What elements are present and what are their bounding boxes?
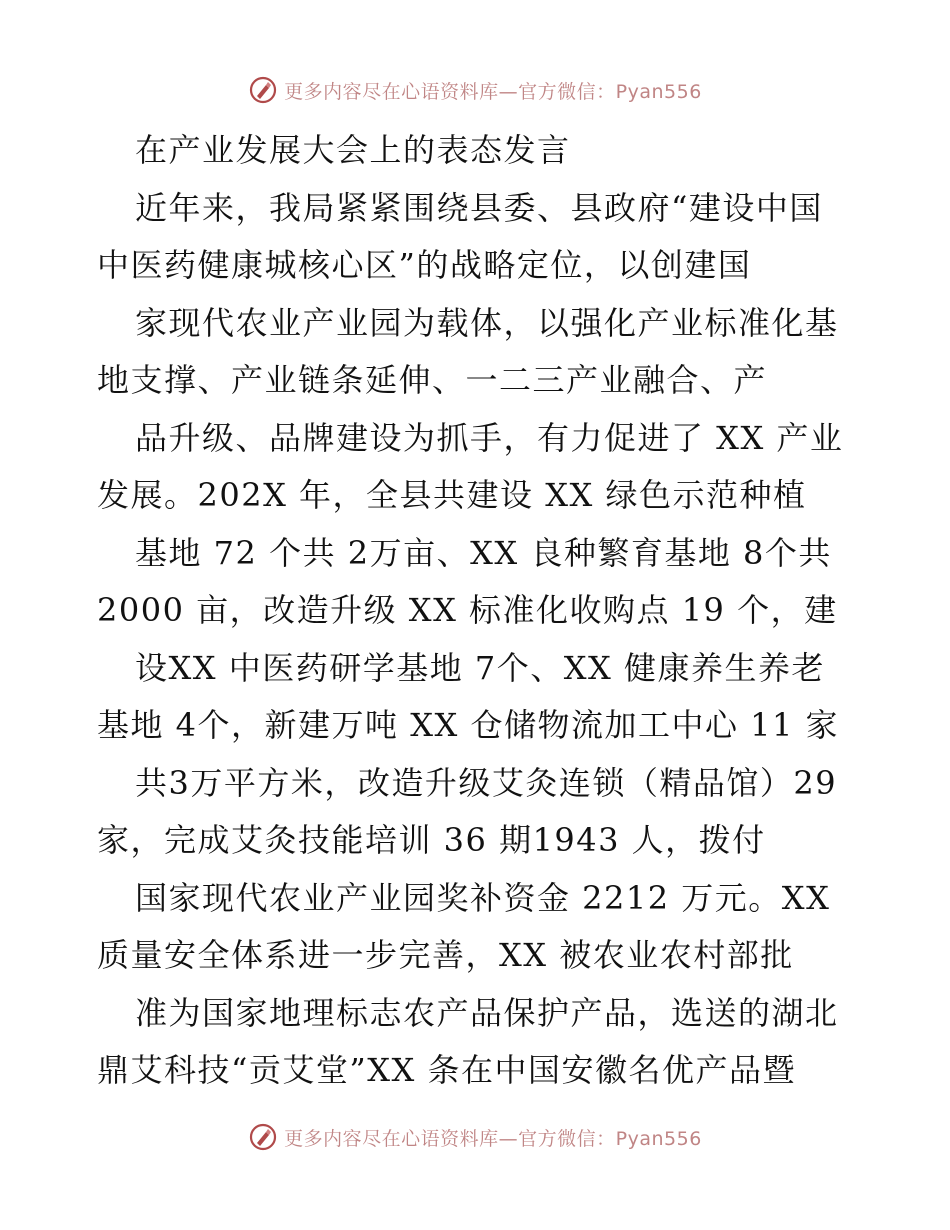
watermark-text: 更多内容尽在心语资料库—官方微信：Pyan556 [284,80,702,103]
document-body [0,122,950,1100]
footer-watermark [0,1122,950,1152]
text-line: 基地 4个，新建万吨 XX 仓储物流加工中心 11 家 [97,706,840,744]
pen-logo-icon [248,1122,278,1152]
text-line: 家，完成艾灸技能培训 36 期1943 人，拨付 [97,821,766,859]
text-line: 准为国家地理标志农产品保护产品，选送的湖北 [135,993,839,1032]
text-line: 中医药健康城核心区”的战略定位，以创建国 [97,246,752,284]
text-line: 2000 亩，改造升级 XX 标准化收购点 19 个，建 [97,591,838,629]
text-line: 质量安全体系进一步完善，XX 被农业农村部批 [97,936,794,974]
header-watermark [0,75,950,105]
text-line: 基地 72 个共 2万亩、XX 良种繁育基地 8个共 [135,533,832,572]
text-line: 发展。202X 年，全县共建设 XX 绿色示范种植 [97,476,807,514]
text-line: 家现代农业产业园为载体，以强化产业标准化基 [135,303,839,342]
text-line: 鼎艾科技“贡艾堂”XX 条在中国安徽名优产品暨 [97,1051,796,1089]
text-line: 近年来，我局紧紧围绕县委、县政府“建设中国 [135,188,823,227]
text-line: 国家现代农业产业园奖补资金 2212 万元。XX [135,878,831,917]
text-line: 共3万平方米，改造升级艾灸连锁（精品馆）29 [135,763,838,802]
text-line: 品升级、品牌建设为抓手，有力促进了 XX 产业 [135,418,844,457]
pen-logo-icon [248,75,278,105]
document-title: 在产业发展大会上的表态发言 [135,131,571,169]
watermark-text: 更多内容尽在心语资料库—官方微信：Pyan556 [284,1127,702,1150]
text-line: 地支撑、产业链条延伸、一二三产业融合、产 [97,361,768,399]
text-line: 设XX 中医药研学基地 7个、XX 健康养生养老 [135,648,826,687]
